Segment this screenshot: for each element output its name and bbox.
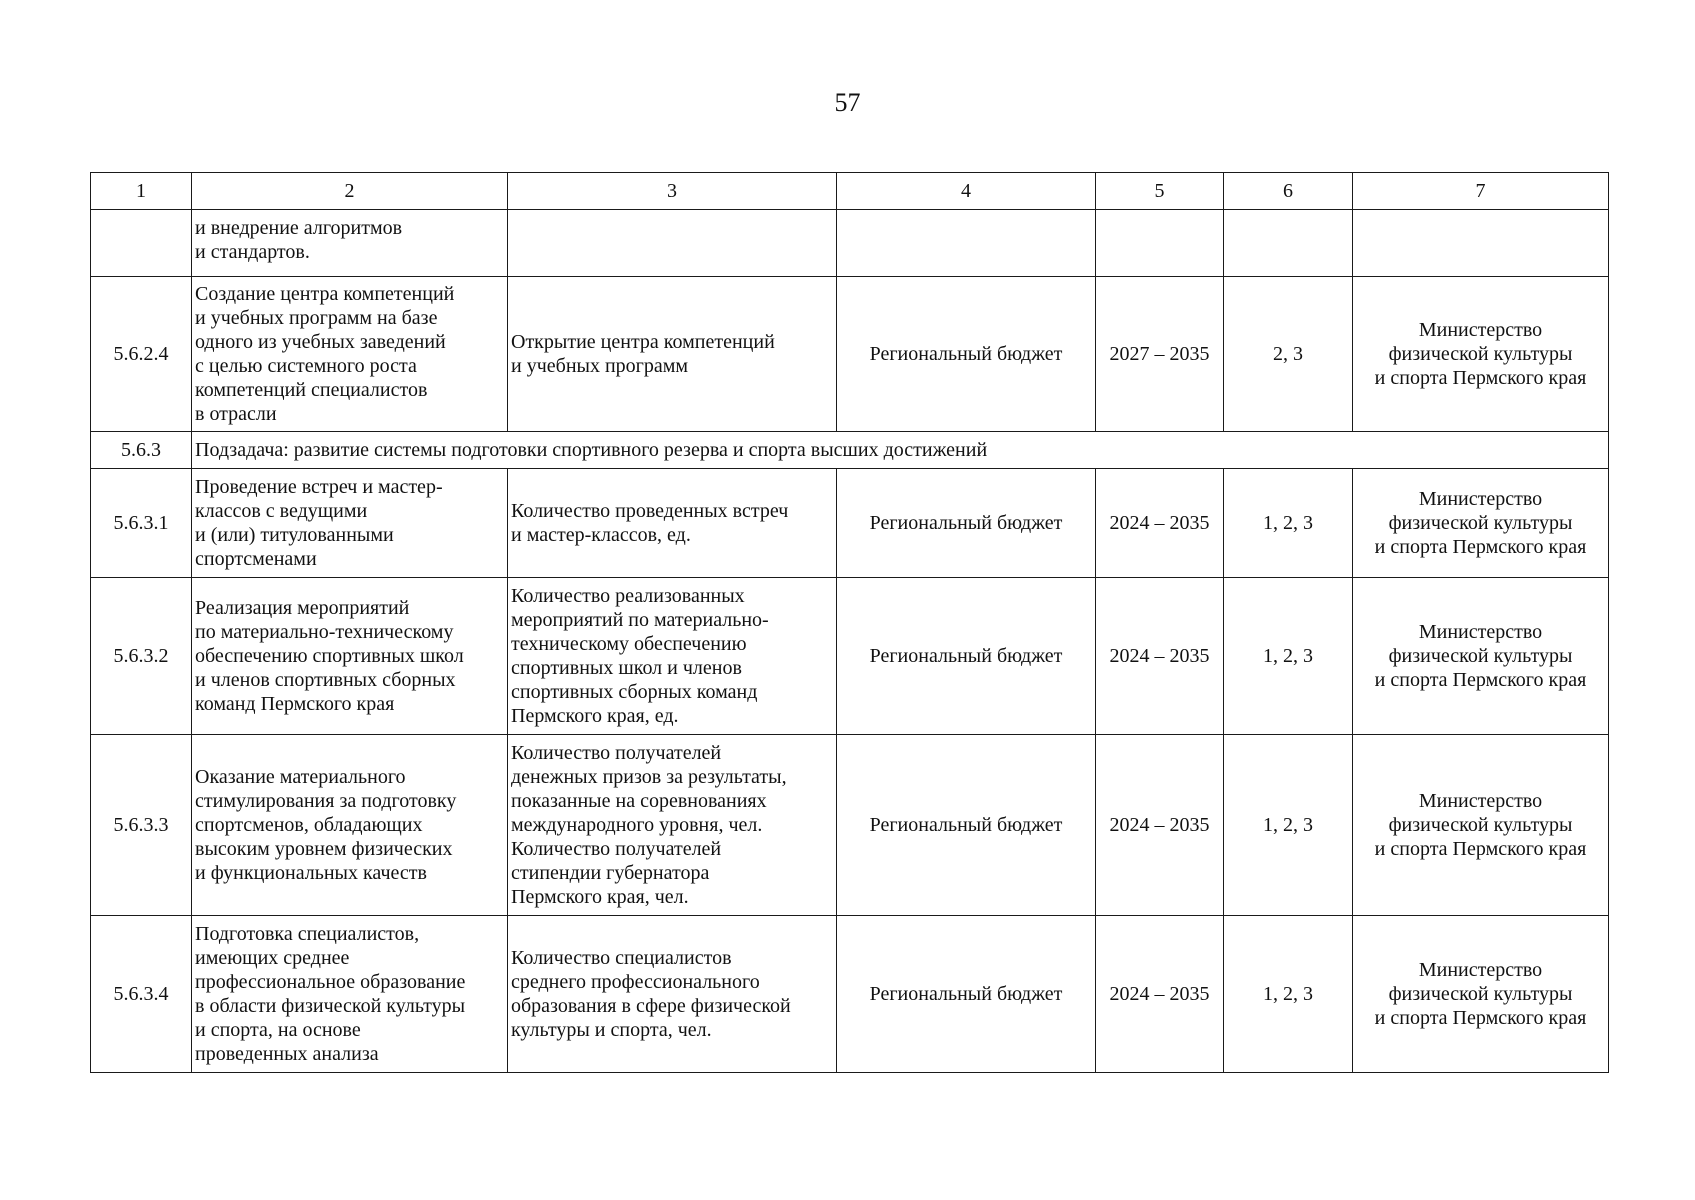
header-col-3: 3 (508, 173, 837, 210)
cell-indicator: Количество проведенных встреч и мастер-классов, ед. (508, 469, 837, 578)
cell-tasks: 1, 2, 3 (1224, 735, 1353, 916)
cell-tasks: 1, 2, 3 (1224, 916, 1353, 1073)
subtask-title: Подзадача: развитие системы подготовки спортивного резерва и спорта высших достижений (192, 432, 1609, 469)
cell-executor: Министерство физической культуры и спорта Пермского края (1353, 277, 1609, 432)
cell-source: Региональный бюджет (837, 277, 1096, 432)
cell-name: Оказание материального стимулирования за подготовку спортсменов, обладающих высоким уровнем физических и функциональных качеств (192, 735, 508, 916)
cell-period: 2024 – 2035 (1096, 735, 1224, 916)
header-col-1: 1 (91, 173, 192, 210)
cell-source: Региональный бюджет (837, 578, 1096, 735)
cell-name: Подготовка специалистов, имеющих среднее профессиональное образование в области физической культуры и спорта, на основе проведенных анализа (192, 916, 508, 1073)
cell-name: Реализация мероприятий по материально-техническому обеспечению спортивных школ и членов спортивных сборных команд Пермского края (192, 578, 508, 735)
cell-code: 5.6.2.4 (91, 277, 192, 432)
cell-tasks: 1, 2, 3 (1224, 469, 1353, 578)
header-col-4: 4 (837, 173, 1096, 210)
cell-source: Региональный бюджет (837, 916, 1096, 1073)
cell-period: 2024 – 2035 (1096, 916, 1224, 1073)
table-row (91, 578, 1609, 735)
header-col-6: 6 (1224, 173, 1353, 210)
table-row (91, 735, 1609, 916)
cell-name: Проведение встреч и мастер- классов с ведущими и (или) титулованными спортсменами (192, 469, 508, 578)
header-row (91, 173, 1609, 210)
cell-period (1096, 210, 1224, 277)
cell-executor: Министерство физической культуры и спорта Пермского края (1353, 735, 1609, 916)
subtask-row (91, 432, 1609, 469)
cell-code: 5.6.3.2 (91, 578, 192, 735)
cell-tasks: 2, 3 (1224, 277, 1353, 432)
cell-executor (1353, 210, 1609, 277)
cell-source: Региональный бюджет (837, 469, 1096, 578)
cell-code: 5.6.3.3 (91, 735, 192, 916)
cell-indicator: Количество специалистов среднего профессионального образования в сфере физической культуры и спорта, чел. (508, 916, 837, 1073)
cell-indicator: Количество получателей денежных призов за результаты, показанные на соревнованиях международного уровня, чел. Количество получателей стипендии губернатора Пермского края, чел. (508, 735, 837, 916)
cell-name: Создание центра компетенций и учебных программ на базе одного из учебных заведений с целью системного роста компетенций специалистов в отрасли (192, 277, 508, 432)
cell-executor: Министерство физической культуры и спорта Пермского края (1353, 578, 1609, 735)
cell-tasks: 1, 2, 3 (1224, 578, 1353, 735)
header-col-2: 2 (192, 173, 508, 210)
cell-executor: Министерство физической культуры и спорта Пермского края (1353, 469, 1609, 578)
table-row-continuation (91, 210, 1609, 277)
cell-code: 5.6.3.1 (91, 469, 192, 578)
program-table (90, 172, 1609, 1073)
cell-indicator: Открытие центра компетенций и учебных программ (508, 277, 837, 432)
table-row (91, 469, 1609, 578)
cell-name: и внедрение алгоритмов и стандартов. (192, 210, 508, 277)
cell-code: 5.6.3.4 (91, 916, 192, 1073)
subtask-code: 5.6.3 (91, 432, 192, 469)
header-col-7: 7 (1353, 173, 1609, 210)
cell-indicator (508, 210, 837, 277)
table-row (91, 916, 1609, 1073)
cell-source: Региональный бюджет (837, 735, 1096, 916)
cell-source (837, 210, 1096, 277)
cell-period: 2024 – 2035 (1096, 578, 1224, 735)
cell-code (91, 210, 192, 277)
cell-period: 2027 – 2035 (1096, 277, 1224, 432)
cell-indicator: Количество реализованных мероприятий по материально- техническому обеспечению спортивных школ и членов спортивных сборных команд Пермского края, ед. (508, 578, 837, 735)
cell-tasks (1224, 210, 1353, 277)
table-row (91, 277, 1609, 432)
page-number: 57 (834, 88, 861, 117)
cell-period: 2024 – 2035 (1096, 469, 1224, 578)
cell-executor: Министерство физической культуры и спорта Пермского края (1353, 916, 1609, 1073)
header-col-5: 5 (1096, 173, 1224, 210)
